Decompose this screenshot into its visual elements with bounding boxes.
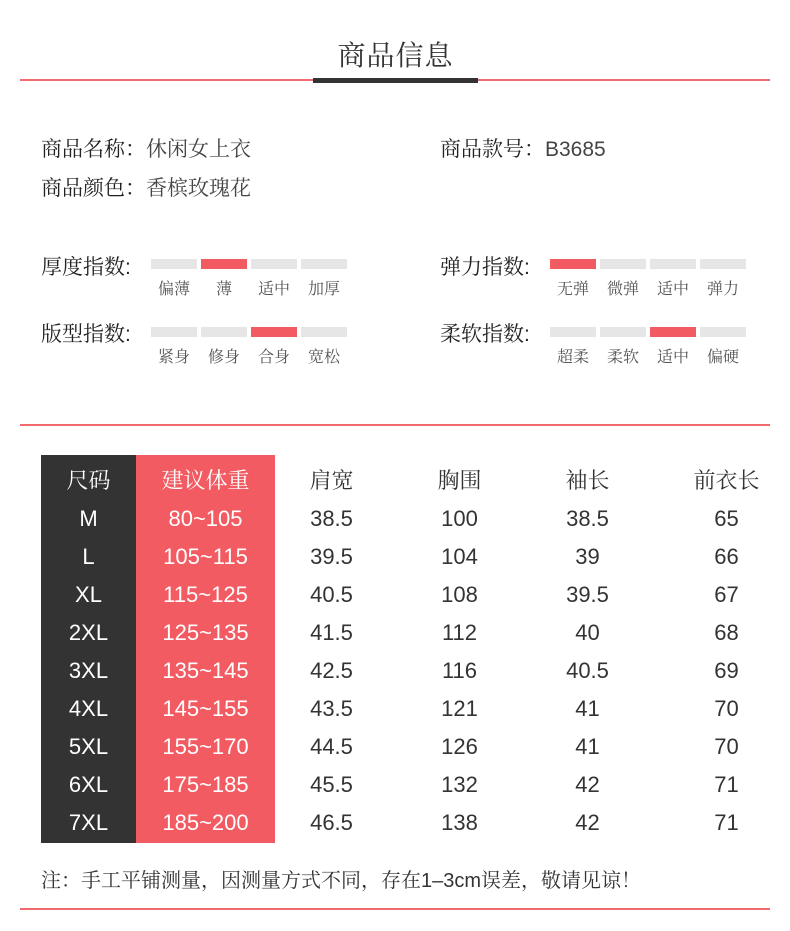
- cell-sleeve: 41: [575, 734, 600, 759]
- index-option-label: 偏硬: [706, 349, 739, 366]
- cell-chest: 138: [441, 810, 478, 835]
- index-option-label: 加厚: [307, 281, 340, 298]
- product-color-value: 香槟玫瑰花: [146, 177, 251, 200]
- cell-weight: 155~170: [162, 734, 249, 759]
- cell-shoulder: 41.5: [310, 620, 353, 645]
- index-segment: [700, 259, 746, 269]
- index-segment: [600, 327, 646, 337]
- index-option-label: 弹力: [706, 281, 739, 298]
- index-segment: [700, 327, 746, 337]
- cell-length: 66: [714, 544, 739, 569]
- cell-sleeve: 40: [575, 620, 600, 645]
- product-name-row: [41, 133, 251, 163]
- cell-shoulder: 40.5: [310, 582, 353, 607]
- index-segment: [201, 259, 247, 269]
- product-code-value: B3685: [545, 138, 606, 161]
- index-option-label: 无弹: [556, 281, 589, 298]
- cell-sleeve: 42: [575, 810, 600, 835]
- cell-shoulder: 42.5: [310, 658, 353, 683]
- index-segment: [251, 259, 297, 269]
- cell-size: M: [79, 506, 98, 531]
- index-option-label: 适中: [656, 349, 689, 366]
- cell-chest: 104: [441, 544, 478, 569]
- index-option-label: 紧身: [157, 349, 190, 366]
- cell-shoulder: 39.5: [310, 544, 353, 569]
- cell-size: 3XL: [68, 658, 109, 683]
- cell-length: 69: [714, 658, 739, 683]
- cell-size: 7XL: [68, 810, 109, 835]
- index-segment: [650, 327, 696, 337]
- product-name-label: 商品名称：: [41, 138, 146, 161]
- cell-chest: 132: [441, 772, 478, 797]
- thickness-index-scale: [151, 259, 351, 299]
- page-title: 商品信息: [337, 40, 454, 71]
- softness-index-scale: [550, 327, 750, 367]
- index-option-label: 合身: [257, 349, 290, 366]
- cell-weight: 80~105: [168, 506, 243, 531]
- cell-weight: 105~115: [163, 544, 248, 569]
- header-size: 尺码: [66, 468, 111, 493]
- cell-shoulder: 44.5: [310, 734, 353, 759]
- product-color-row: [41, 172, 251, 202]
- softness-index-label: 柔软指数:: [440, 323, 530, 346]
- header-length: 前衣长: [693, 468, 760, 493]
- bottom-divider: [20, 908, 770, 910]
- cell-shoulder: 45.5: [310, 772, 353, 797]
- cell-length: 65: [714, 506, 739, 531]
- cell-shoulder: 46.5: [310, 810, 353, 835]
- title-underline: [313, 78, 478, 83]
- cell-weight: 115~125: [163, 582, 248, 607]
- cell-weight: 135~145: [162, 658, 249, 683]
- cell-sleeve: 39: [575, 544, 600, 569]
- product-color-label: 商品颜色：: [41, 177, 146, 200]
- fit-index-label: 版型指数:: [41, 323, 131, 346]
- cell-weight: 125~135: [162, 620, 249, 645]
- cell-sleeve: 38.5: [566, 506, 609, 531]
- index-option-label: 适中: [257, 281, 290, 298]
- index-segment: [201, 327, 247, 337]
- index-segment: [251, 327, 297, 337]
- cell-length: 70: [714, 696, 739, 721]
- cell-size: 2XL: [68, 620, 109, 645]
- cell-chest: 116: [441, 658, 478, 683]
- header-sleeve: 袖长: [565, 468, 610, 493]
- cell-sleeve: 42: [575, 772, 600, 797]
- elasticity-index-scale: [550, 259, 750, 299]
- cell-chest: 108: [441, 582, 478, 607]
- index-option-label: 微弹: [606, 281, 639, 298]
- cell-size: 6XL: [68, 772, 109, 797]
- cell-size: XL: [75, 582, 102, 607]
- index-segment: [151, 259, 197, 269]
- cell-shoulder: 43.5: [310, 696, 353, 721]
- index-segment: [301, 259, 347, 269]
- cell-chest: 126: [441, 734, 478, 759]
- cell-weight: 185~200: [162, 810, 249, 835]
- index-segment: [550, 259, 596, 269]
- cell-sleeve: 40.5: [566, 658, 609, 683]
- header-weight: 建议体重: [161, 468, 250, 493]
- cell-length: 67: [714, 582, 739, 607]
- cell-chest: 121: [441, 696, 478, 721]
- cell-shoulder: 38.5: [310, 506, 353, 531]
- cell-length: 70: [714, 734, 739, 759]
- header-shoulder: 肩宽: [309, 468, 354, 493]
- index-segment: [600, 259, 646, 269]
- index-option-label: 修身: [207, 349, 240, 366]
- cell-sleeve: 41: [575, 696, 600, 721]
- section-divider: [20, 424, 770, 426]
- index-option-label: 薄: [215, 281, 232, 298]
- cell-size: 5XL: [68, 734, 109, 759]
- cell-chest: 100: [441, 506, 478, 531]
- index-segment: [650, 259, 696, 269]
- index-option-label: 柔软: [606, 349, 639, 366]
- cell-size: L: [82, 544, 95, 569]
- cell-length: 71: [714, 810, 739, 835]
- cell-weight: 175~185: [162, 772, 249, 797]
- index-segment: [151, 327, 197, 337]
- index-option-label: 适中: [656, 281, 689, 298]
- cell-weight: 145~155: [162, 696, 249, 721]
- index-option-label: 偏薄: [157, 281, 190, 298]
- cell-length: 71: [714, 772, 739, 797]
- index-segment: [301, 327, 347, 337]
- index-segment: [550, 327, 596, 337]
- cell-sleeve: 39.5: [566, 582, 609, 607]
- cell-size: 4XL: [68, 696, 109, 721]
- measurement-note: 注：手工平铺测量，因测量方式不同，存在1–3cm误差，敬请见谅！: [41, 870, 642, 892]
- product-code-label: 商品款号：: [440, 138, 545, 161]
- product-name-value: 休闲女上衣: [146, 138, 251, 161]
- elasticity-index-label: 弹力指数:: [440, 256, 530, 279]
- cell-chest: 112: [441, 620, 478, 645]
- fit-index-scale: [151, 327, 351, 367]
- index-option-label: 宽松: [307, 349, 340, 366]
- thickness-index-label: 厚度指数:: [41, 256, 131, 279]
- header-chest: 胸围: [437, 468, 482, 493]
- cell-length: 68: [714, 620, 739, 645]
- product-code-row: [440, 133, 606, 163]
- index-option-label: 超柔: [556, 349, 589, 366]
